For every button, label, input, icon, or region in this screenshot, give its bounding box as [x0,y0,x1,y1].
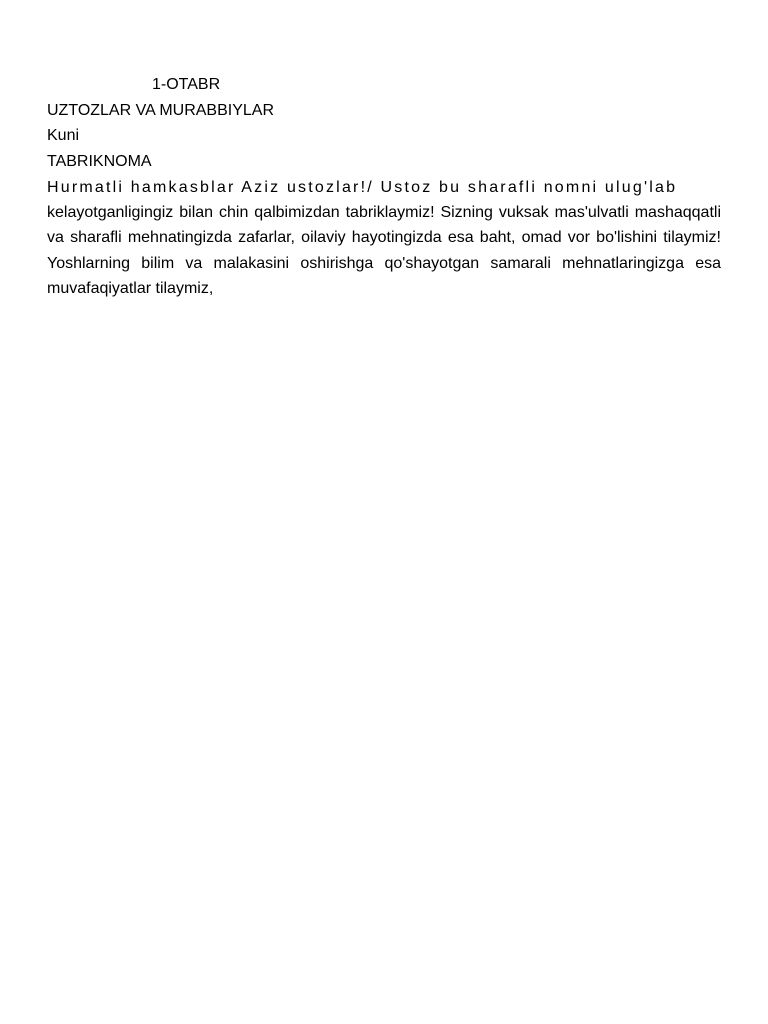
greeting-paragraph [47,175,721,301]
date-heading: 1-OTABR [152,76,221,93]
greeting-first-line: Hurmatli hamkasblar Aziz ustozlar!/ Ustoz bu sharafli nomni ulug'lab [47,179,678,196]
subtitle-heading: Kuni [47,127,80,144]
title-heading: UZTOZLAR VA MURABBIYLAR [47,102,275,119]
document-type-heading: TABRIKNOMA [47,153,152,170]
greeting-body: kelayotganligingiz bilan chin qalbimizdan tabriklaymiz! Sizning vuksak mas'ulvatli mashaqqatli va sharafli mehnatingizda zafarlar, oilaviy hayotingizda esa baht, omad vor bo'lishini tilaymiz! Yoshlarning bilim va malakasini oshirishga qo'shayotgan samarali mehnatlaringizga esa muvafaqiyatlar tilaymiz, [47,204,721,297]
